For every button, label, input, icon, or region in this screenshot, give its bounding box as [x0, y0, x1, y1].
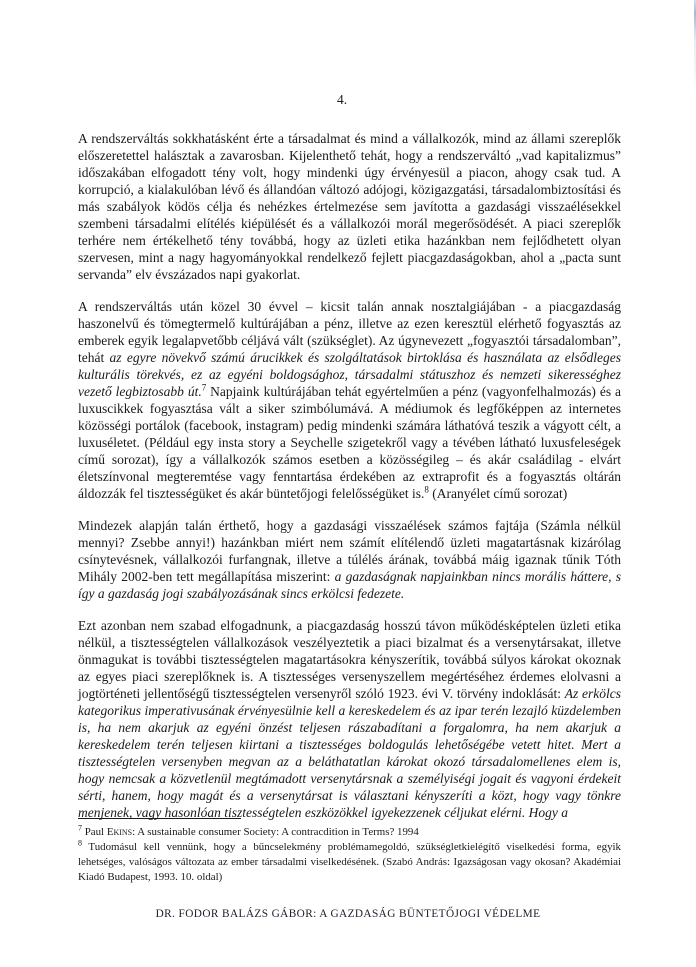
paragraph: [78, 617, 621, 821]
paragraph: [78, 130, 621, 283]
text-segment: Tudomásul kell vennünk, hogy a bűncselekmény problémamegoldó, szükségletkielégítő viselkedési forma, egyik lehetséges, valóságos változata az ember társadalmi viselkedésének. (Szabó András: Igazságosan vagy okosan? Akadémiai Kiadó Budapest, 1993. 10. oldal): [78, 841, 621, 883]
text-segment: A rendszerváltás után közel 30 évvel – kicsit talán annak nosztalgiájában - a piacgazdaság haszonelvű és tömegtermelő kultúrájában a pénz, illetve az ezen keresztül elérhető fogyasztás az emberek egyik legalapvetőbb céljává vált (szükséglet). Az úgynevezett „fogyasztói társadalomban”, tehát: [78, 299, 621, 365]
footnotes-list: [78, 825, 621, 885]
footnote-number: 7: [78, 823, 82, 833]
text-segment: Ekins: [106, 826, 133, 838]
text-segment: A rendszerváltás sokkhatásként érte a társadalmat és mind a vállalkozók, mind az állami szereplők előszeretettel halásztak a zavarosban. Kijelenthető tehát, hogy a rendszerváltó „vad kapitalizmus” időszakában elfogadott tény volt, hogy mindenki úgy érvényesül a piacon, ahogy csak tud. A korrupció, a kialakulóban lévő és állandóan változó adójogi, közigazgatási, társadalombiztosítási és más szabályok ködös célja és nehézkes értelmezése sem javította a gazdasági visszaélésekkel szembeni társadalmi elítélés kiépülését és a vállalkozói morál megerősödését. A piaci szereplők terhére nem értékelhető tény továbbá, hogy az üzleti etika hazánkban nem fejlődhetett olyan szervesen, mint a nagy hagyományokkal rendelkező fejlett piacgazdaságokban, ahol a „pacta sunt servanda” elv évszázados napi gyakorlat.: [78, 131, 621, 282]
footnote: [78, 825, 621, 840]
body-text: [78, 130, 621, 836]
footnote-reference: 8: [424, 484, 429, 495]
text-segment: Napjaink kultúrájában tehát egyértelműen a pénz (vagyonfelhalmozás) és a luxuscikkek fogyasztása vált a siker szimbólumává. A médiumok és legfőképpen az internetes közösségi portálok (facebook, instagram) pedig mindenki számára láthatóvá teszik a vágyott célt, a luxuséletet. (Például egy insta story a Seychelle szigetekről vagy a tévében látható luxusfeleségek című sorozat), így a vállalkozók számos esetben a közösségileg – és akár családilag - elvárt életszínvonal megteremtése vagy fenntartása érdekében az extraprofit és a fogyasztás oltárán áldozzák fel tisztességüket és akár büntetőjogi felelősségüket is.: [78, 384, 621, 501]
text-segment: : A sustainable consumer Society: A contracdition in Terms? 1994: [132, 826, 419, 838]
text-segment: Ezt azonban nem szabad elfogadnunk, a piacgazdaság hosszú távon működésképtelen üzleti etika nélkül, a tisztességtelen vállalkozások veszélyeztetik a piaci bizalmat és a versenytársakat, illetve önmagukat is további tisztességtelen magatartásokra kényszerítik, továbbá súlyos károkat okoznak az egyes piaci szereplőknek is. A tisztességes versenyszellem megértéséhez érdemes elolvasni a jogtörténeti jellentőségű tisztességtelen versenyről szóló 1923. évi V. törvény indoklását:: [78, 618, 621, 701]
page-footer: DR. FODOR BALÁZS GÁBOR: A GAZDASÁG BÜNTETŐJOGI VÉDELME: [155, 908, 541, 920]
text-segment: Mindezek alapján talán érthető, hogy a gazdasági visszaélések számos fajtája (Számla nélkül mennyi? Zsebbe annyi!) hazánkban miért nem számít elítélendő üzleti magatartásnak kizárólag csínytevésnek, vállalkozói furfangnak, illetve a túlélés árának, továbbá máig igaznak tűnik Tóth Mihály 2002-ben tett megállapítása miszerint:: [78, 518, 621, 584]
footnote-reference: 7: [201, 382, 207, 393]
text-segment: Az erkölcs kategorikus imperativusának érvényesülnie kell a kereskedelem és az ipar terén lezajló küzdelemben is, ha nem akarjuk az egyéni önzést teljesen rászabadítani a forgalomra, ha nem akarjuk a kereskedelem terén teljesen kiirtani a tisztességes boldogulás lehetőségébe vetett hitet. Mert a tisztességtelen versenyben megvan az a beláthatatlan károkat okozó társadalomellenes elem is, hogy nemcsak a közvetlenül megtámadott versenytársnak a személyiségi jogait és vagyoni érdekeit sérti, hanem, hogy magát és a versenytársat is választani kényszeríti a közt, hogy vagy tönkre menjenek, vagy hasonlóan tisztességtelen eszközökkel igyekezzenek céljukat elérni. Hogy a: [78, 686, 622, 820]
text-segment: (Aranyélet című sorozat): [428, 486, 568, 501]
paragraph: [78, 298, 621, 502]
text-segment: a gazdaságnak napjainkban nincs morális háttere, s így a gazdaság jogi szabályozásának sincs erkölcsi fedezete.: [78, 569, 621, 601]
footnote-block: [78, 818, 621, 885]
footnote-separator: [78, 818, 241, 819]
footnote: [78, 840, 621, 885]
page-number: 4.: [336, 92, 348, 107]
footnote-number: 8: [78, 838, 82, 848]
text-segment: Paul: [82, 826, 107, 838]
paragraph: [78, 517, 621, 602]
text-segment: az egyre növekvő számú árucikkek és szolgáltatások birtoklása és használata az elsődleges kulturális törekvés, ez az egyéni boldogsághoz, társadalmi státuszhoz és nemzeti sikerességhez vezető legbiztosabb út.: [78, 350, 621, 399]
